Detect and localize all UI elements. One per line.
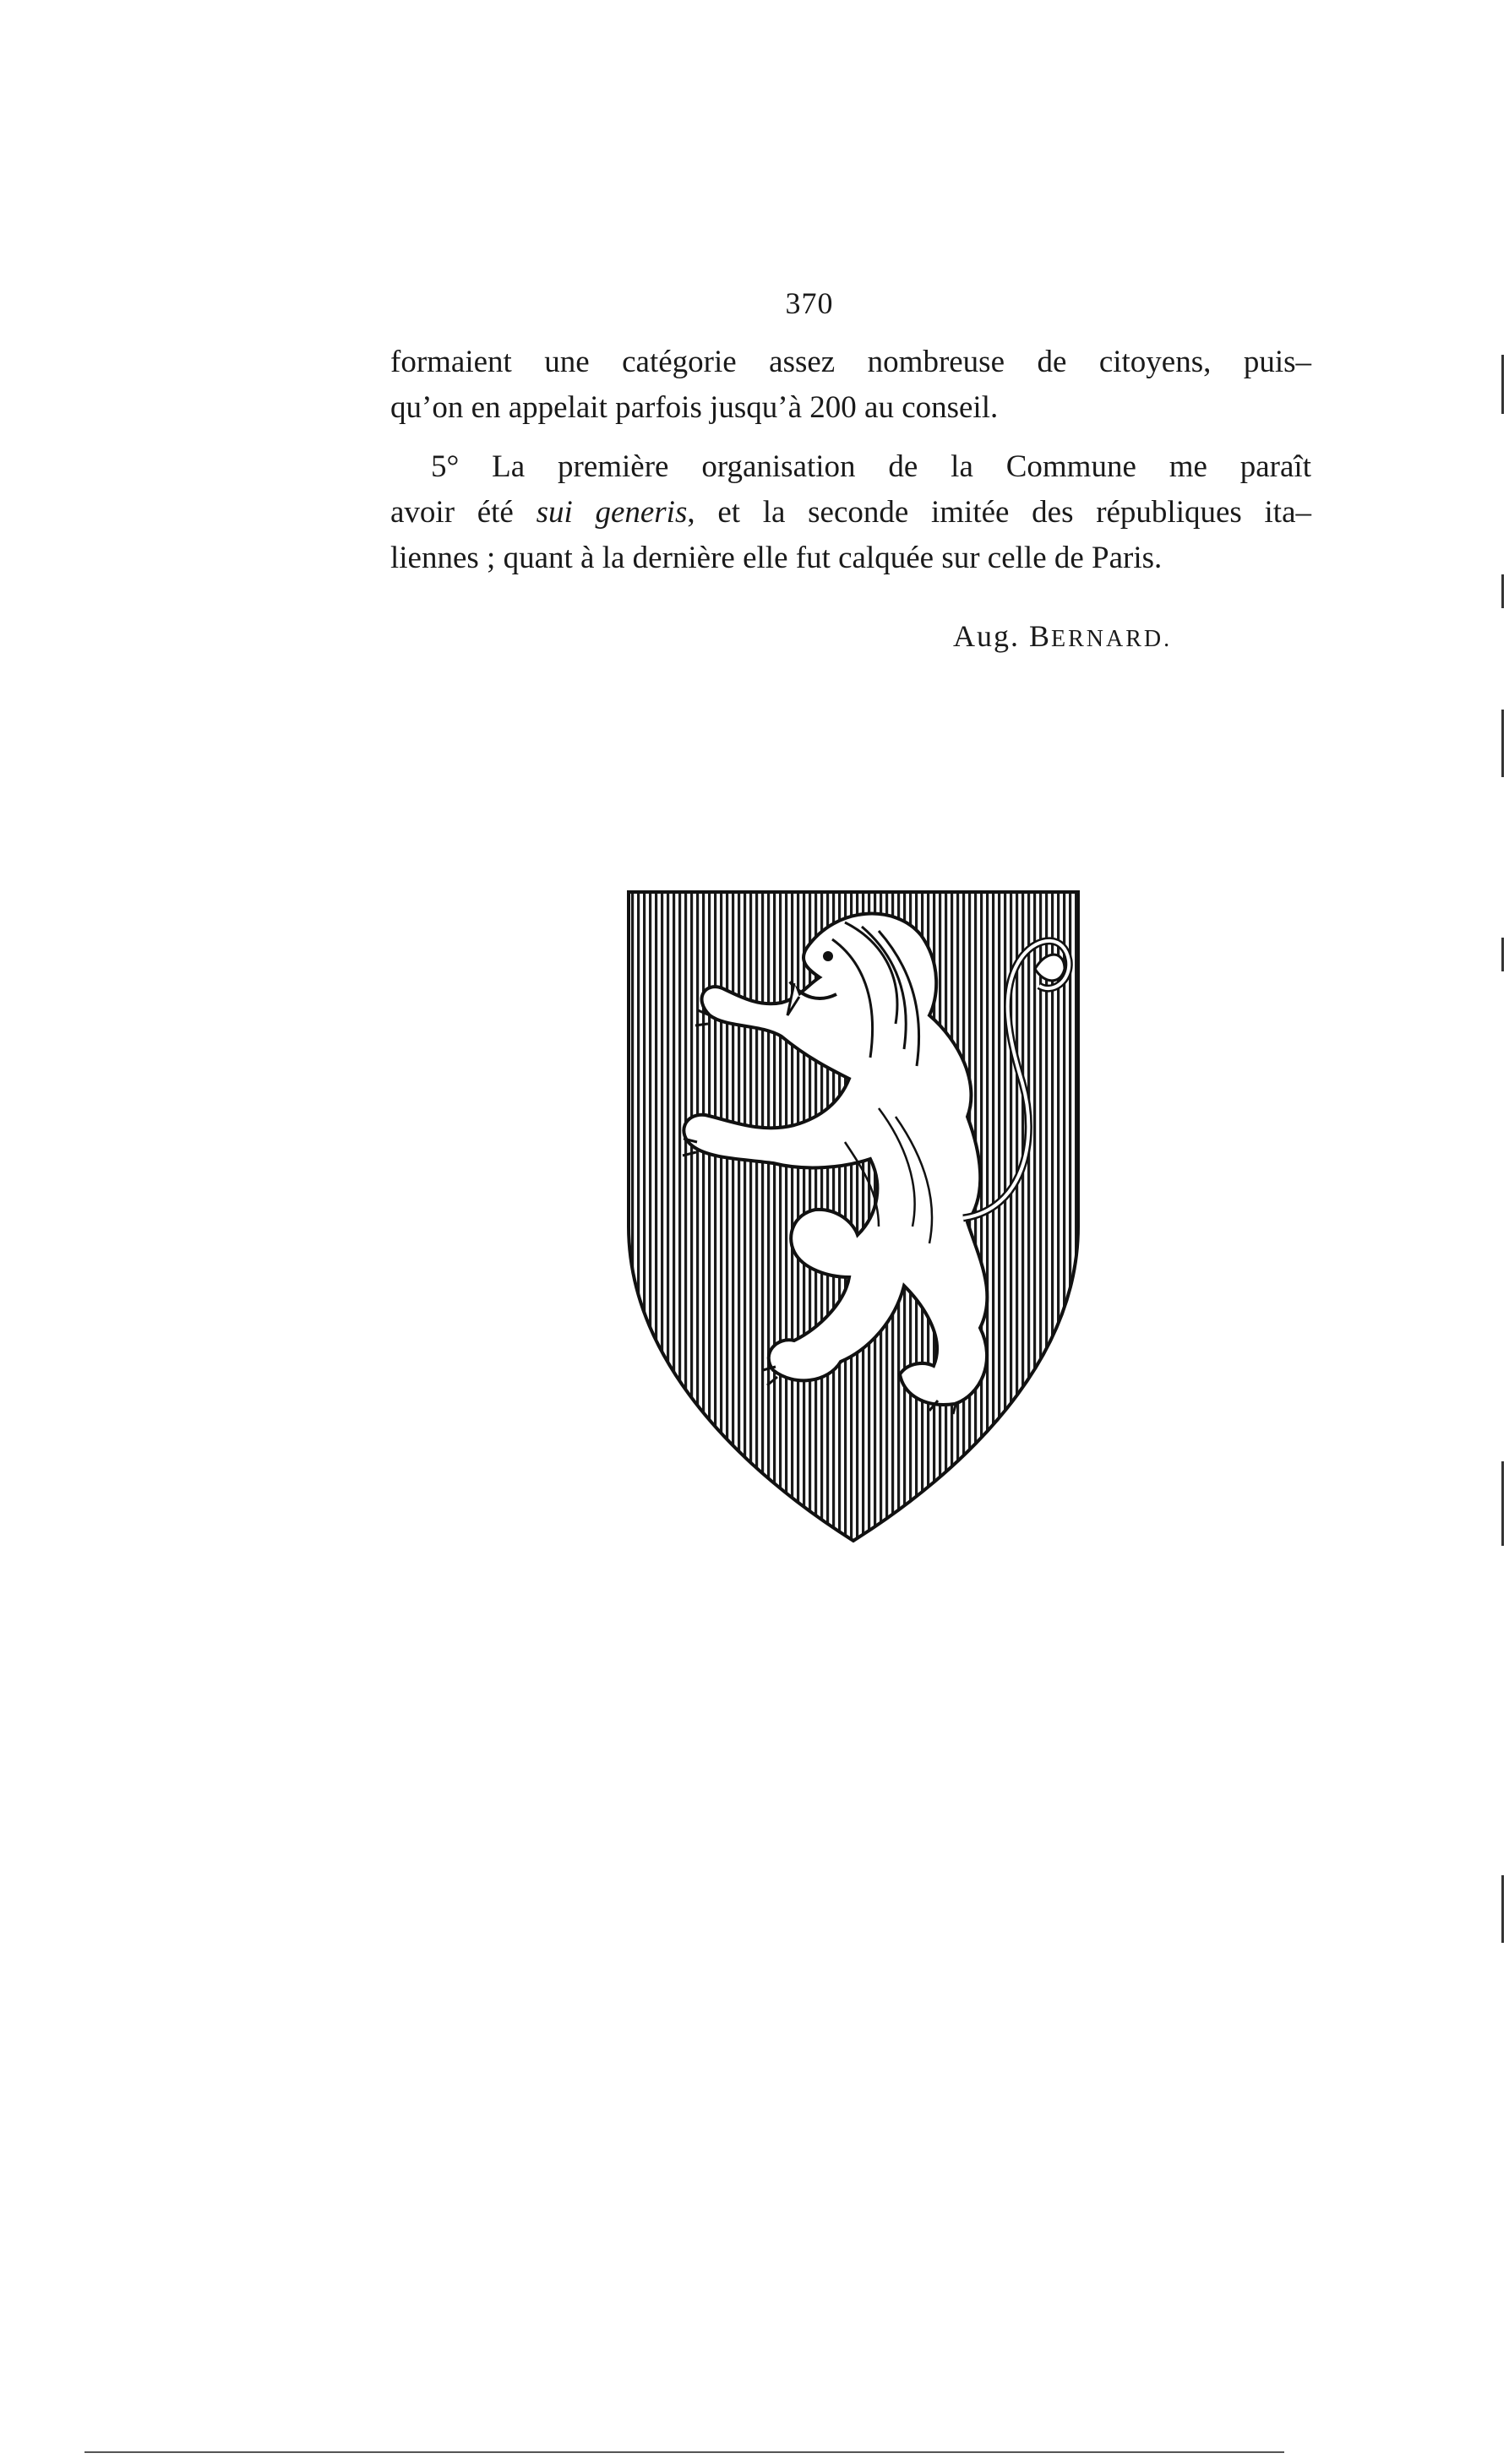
text-line: qu’on en appelait parfois jusqu’à 200 au conseil. bbox=[390, 390, 999, 425]
signature-initial: B bbox=[1029, 619, 1052, 653]
scan-edge-mark bbox=[1501, 355, 1504, 414]
scan-edge-mark bbox=[1501, 1875, 1504, 1943]
scan-edge-mark bbox=[1501, 1461, 1504, 1546]
scan-edge-mark bbox=[1501, 710, 1504, 777]
signature-rest: ERNARD. bbox=[1051, 626, 1173, 652]
italic-term: sui generis bbox=[536, 495, 688, 530]
text-line: 5° La première organisation de la Commune me paraît bbox=[431, 449, 1311, 484]
text-fragment: avoir été bbox=[390, 495, 537, 530]
text-line bbox=[390, 490, 1311, 536]
author-signature bbox=[953, 618, 1172, 654]
body-text bbox=[390, 340, 1311, 581]
text-line: formaient une catégorie assez nombreuse de citoyens, puis– bbox=[390, 345, 1311, 379]
paragraph-gap bbox=[390, 431, 1311, 444]
signature-first: Aug. bbox=[953, 619, 1020, 653]
scan-edge-mark bbox=[1501, 574, 1504, 608]
scan-edge-mark bbox=[1501, 938, 1504, 971]
text-line: liennes ; quant à la dernière elle fut calquée sur celle de Paris. bbox=[390, 541, 1163, 575]
coat-of-arms-lion-rampant-icon bbox=[625, 889, 1081, 1544]
scan-bottom-rule bbox=[84, 2451, 1284, 2453]
text-fragment: , et la seconde imitée des républiques ita– bbox=[687, 495, 1311, 530]
page-number: 370 bbox=[785, 286, 834, 320]
